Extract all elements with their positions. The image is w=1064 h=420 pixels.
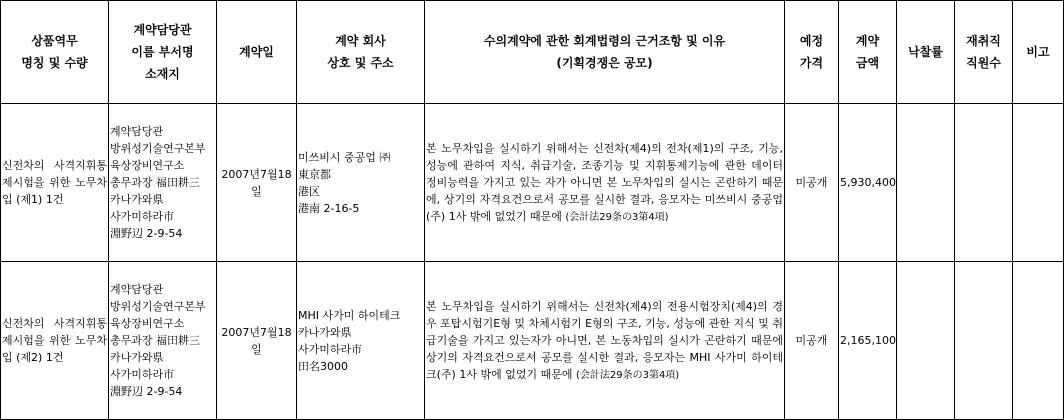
cell-company: 미쓰비시 중공업 ㈜ 東京都 港区 港南 2-16-5	[297, 104, 425, 262]
header-company: 계약 회사 상호 및 주소	[297, 1, 425, 104]
header-office: 계약담당관 이름 부서명 소재지	[109, 1, 217, 104]
header-reemployed: 재취직 직원수	[955, 1, 1013, 104]
header-reason: 수의계약에 관한 회계법령의 근거조항 및 이유 (기획경쟁은 공모)	[425, 1, 785, 104]
cell-item: 신전차의 사격지휘통제시험을 위한 노무차입 (제2) 1건	[1, 262, 109, 420]
reason-law: (会計法29条の3第4項)	[575, 369, 680, 381]
table-row	[1, 262, 1064, 420]
cell-remarks	[1013, 262, 1064, 420]
cell-amount: 5,930,400	[839, 104, 897, 262]
reason-text: 본 노무차입을 실시하기 위해서는 신전차(제4)의 전차(제1)의 구조, 기능, 성능에 관하여 지식, 취급기술, 조종기능 및 지휘통제기능에 관한 데이터 정비능력을 가지고 있는 자가 아니면 본 노무차입의 실시는 곤란하기 때문에, 상기의 자격요건으로서 공모를 실시한 결과, 응모자는 미쓰비시 중공업(주) 1사 밖에 없었기 때문에	[426, 141, 783, 223]
cell-company: MHI 사가미 하이테크 카나가와県 사가미하라市 田名3000	[297, 262, 425, 420]
cell-reemployed	[955, 262, 1013, 420]
header-estimate: 예정 가격	[785, 1, 839, 104]
cell-bid-rate	[897, 262, 955, 420]
header-item: 상품역무 명칭 및 수량	[1, 1, 109, 104]
cell-bid-rate	[897, 104, 955, 262]
header-bid-rate: 낙찰률	[897, 1, 955, 104]
header-remarks: 비고	[1013, 1, 1064, 104]
cell-reemployed	[955, 104, 1013, 262]
header-date: 계약일	[217, 1, 297, 104]
cell-date: 2007년7월18일	[217, 262, 297, 420]
header-row	[1, 1, 1064, 104]
cell-item: 신전차의 사격지휘통제시험을 위한 노무차입 (제1) 1건	[1, 104, 109, 262]
reason-text: 본 노무차입을 실시하기 위해서는 신전차(제4)의 전용시험장치(제4)의 경우 포탑시험기E형 및 차체시험기 E형의 구조, 기능, 성능에 관한 지식 및 취급기술을 가지고 있는자가 아니면, 본 노동차입의 실시가 곤란하기 때문에 상기의 자격요건으로서 공모를 실시한 결과, 응모자는 MHI 사가미 하이테크(주) 1사 밖에 없었기 때문에	[426, 299, 783, 381]
table-row	[1, 104, 1064, 262]
cell-office: 계약담당관 방위성기술연구본부 육상장비연구소 총무과장 福田耕三 카나가와県 사가미하라市 淵野辺 2-9-54	[109, 262, 217, 420]
cell-date: 2007년7월18일	[217, 104, 297, 262]
cell-estimate: 미공개	[785, 262, 839, 420]
cell-reason	[425, 104, 785, 262]
header-amount: 계약 금액	[839, 1, 897, 104]
cell-amount: 2,165,100	[839, 262, 897, 420]
cell-remarks	[1013, 104, 1064, 262]
cell-office: 계약담당관 방위성기술연구본부 육상장비연구소 총무과장 福田耕三 카나가와県 사가미하라市 淵野辺 2-9-54	[109, 104, 217, 262]
reason-law: (会計法29条の3第4項)	[565, 211, 669, 223]
cell-reason	[425, 262, 785, 420]
cell-estimate: 미공개	[785, 104, 839, 262]
